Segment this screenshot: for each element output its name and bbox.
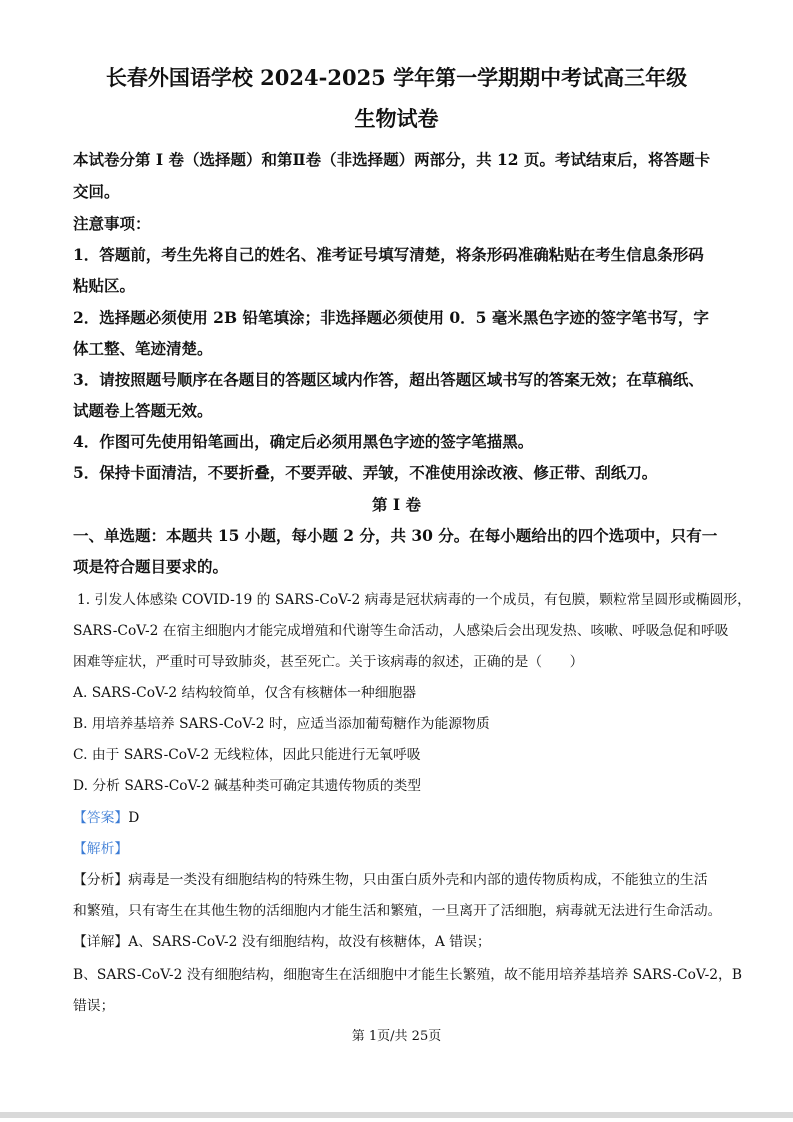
option-c: C. 由于 SARS-CoV-2 无线粒体，因此只能进行无氧呼吸 [73, 747, 421, 763]
detail-text: A、SARS-CoV-2 没有细胞结构，故没有核糖体，A 错误； [128, 934, 491, 950]
question-stem: 困难等症状，严重时可导致肺炎，甚至死亡。关于该病毒的叙述，正确的是（ ） [73, 654, 584, 670]
fenxi-text: 和繁殖，只有寄生在其他生物的活细胞内才能生活和繁殖，一旦离开了活细胞，病毒就无法进行生命活动。 [73, 903, 722, 919]
detail-tag: 【详解】 [73, 934, 129, 950]
detail-text: 错误； [73, 998, 115, 1014]
page-number: 第 1页/共 25页 [351, 1029, 442, 1044]
question-stem: SARS-CoV-2 在宿主细胞内才能完成增殖和代谢等生命活动，人感染后会出现发热、咳嗽、呼吸急促和呼吸 [73, 623, 729, 639]
question-stem: 1. 引发人体感染 COVID-19 的 SARS-CoV-2 病毒是冠状病毒的一个成员，有包膜，颗粒常呈圆形或椭圆形， [77, 592, 751, 608]
exam-title: 长春外国语学校 2024-2025 学年第一学期期中考试高三年级 [105, 65, 688, 90]
exam-subject-title: 生物试卷 [354, 106, 439, 131]
intro-line: 本试卷分第 I 卷（选择题）和第Ⅱ卷（非选择题）两部分，共 12 页。考试结束后，将答题卡 [73, 150, 710, 169]
note-item: 体工整、笔迹清楚。 [73, 339, 213, 358]
option-a: A. SARS-CoV-2 结构较简单，仅含有核糖体一种细胞器 [73, 685, 417, 701]
note-item: 2．选择题必须使用 2B 铅笔填涂；非选择题必须使用 0．5 毫米黑色字迹的签字笔书写，字 [73, 308, 709, 327]
answer-tag: 【答案】 [73, 810, 129, 826]
section-heading: 一、单选题：本题共 15 小题，每小题 2 分，共 30 分。在每小题给出的四个选项中，只有一 [73, 526, 718, 545]
fenxi-line [73, 868, 708, 888]
fenxi-text: 病毒是一类没有细胞结构的特殊生物，只由蛋白质外壳和内部的遗传物质构成，不能独立的生活 [128, 872, 708, 888]
analysis-tag: 【解析】 [73, 841, 129, 857]
answer-value: D [128, 810, 140, 826]
detail-text: B、SARS-CoV-2 没有细胞结构，细胞寄生在活细胞中才能生长繁殖，故不能用培养基培养 SARS-CoV-2，B [73, 967, 742, 983]
fenxi-tag: 【分析】 [73, 872, 129, 888]
intro-line: 交回。 [73, 182, 120, 201]
page-bottom-edge [0, 1112, 793, 1118]
answer-line [73, 806, 139, 826]
option-b: B. 用培养基培养 SARS-CoV-2 时，应适当添加葡萄糖作为能源物质 [73, 716, 490, 732]
note-item: 5．保持卡面清洁，不要折叠，不要弄破、弄皱，不准使用涂改液、修正带、刮纸刀。 [73, 463, 658, 482]
note-item: 1．答题前，考生先将自己的姓名、准考证号填写清楚，将条形码准确粘贴在考生信息条形码 [73, 245, 704, 264]
note-item: 粘贴区。 [73, 276, 136, 295]
note-item: 4．作图可先使用铅笔画出，确定后必须用黑色字迹的签字笔描黑。 [73, 432, 534, 451]
detail-line [73, 930, 491, 950]
section-heading: 项是符合题目要求的。 [73, 557, 229, 576]
note-item: 试题卷上答题无效。 [73, 401, 213, 420]
option-d: D. 分析 SARS-CoV-2 碱基种类可确定其遗传物质的类型 [73, 778, 422, 794]
notes-heading: 注意事项： [73, 214, 151, 233]
note-item: 3．请按照题号顺序在各题目的答题区域内作答，超出答题区域书写的答案无效；在草稿纸、 [73, 370, 704, 389]
volume-title: 第 I 卷 [371, 495, 422, 514]
